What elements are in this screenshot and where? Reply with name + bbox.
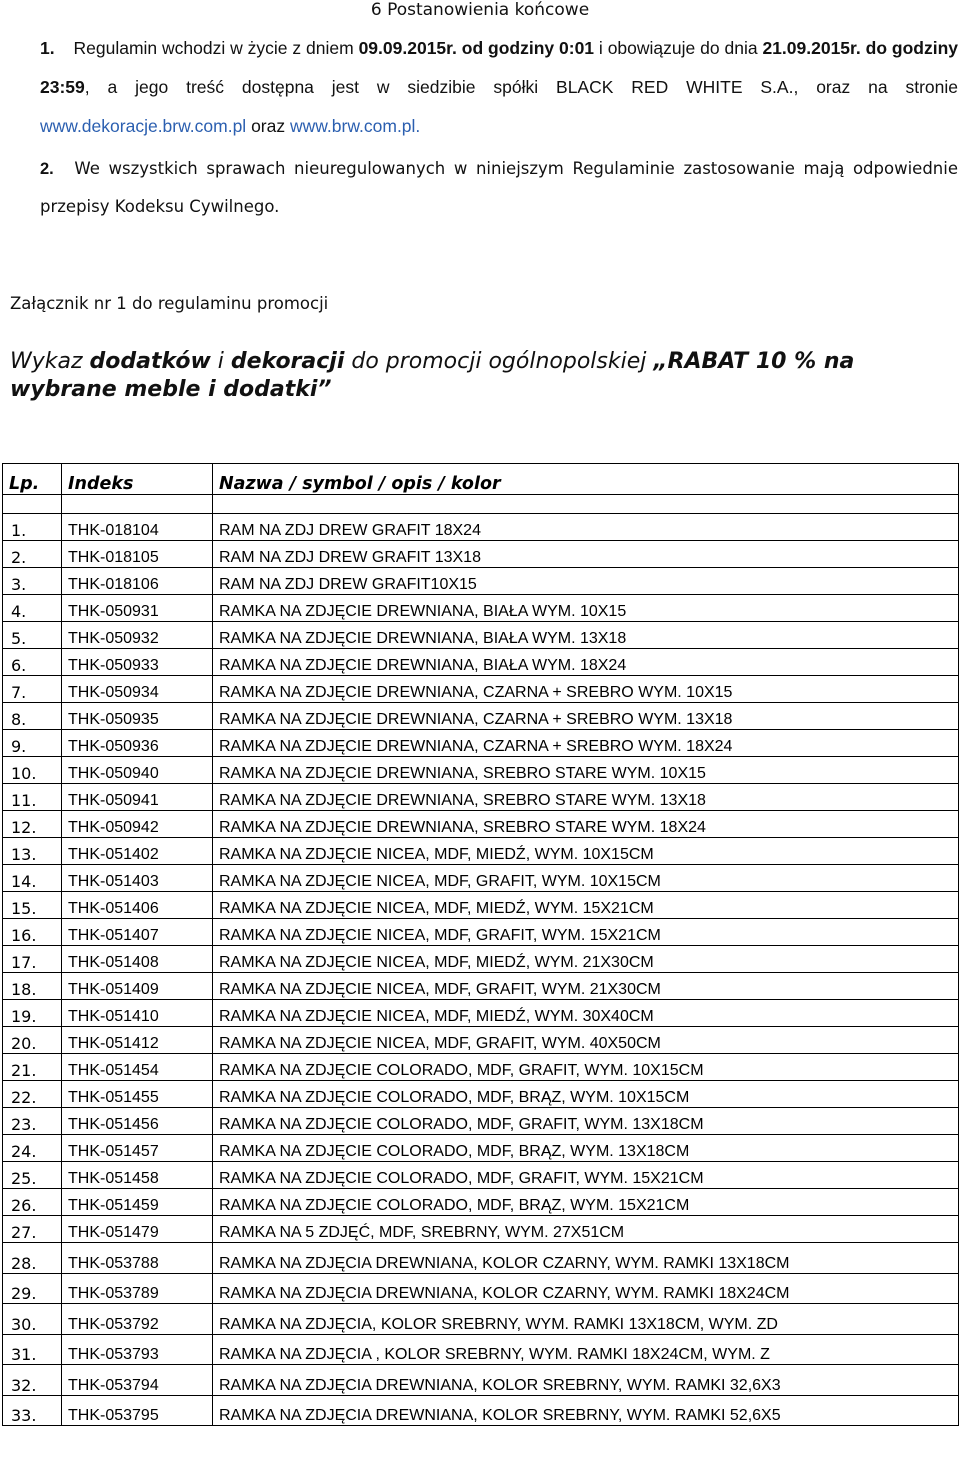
row-number: 12. — [3, 811, 62, 838]
row-number: 4. — [3, 595, 62, 622]
row-number: 2. — [3, 541, 62, 568]
row-index: THK-053789 — [62, 1273, 213, 1304]
section-title: 6 Postanowienia końcowe — [370, 0, 590, 20]
table-row — [3, 1162, 959, 1189]
table-row — [3, 973, 959, 1000]
table-row — [3, 1334, 959, 1365]
header-lp: Lp. — [3, 464, 62, 495]
row-index: THK-051403 — [62, 865, 213, 892]
row-name: RAMKA NA ZDJĘCIE DREWNIANA, BIAŁA WYM. 10X15 — [213, 595, 959, 622]
row-index: THK-051456 — [62, 1108, 213, 1135]
spacer-cell — [62, 495, 213, 514]
table-row — [3, 595, 959, 622]
list-heading — [10, 348, 950, 404]
row-name: RAMKA NA ZDJĘCIE COLORADO, MDF, GRAFIT, WYM. 10X15CM — [213, 1054, 959, 1081]
row-index: THK-051406 — [62, 892, 213, 919]
header-indeks: Indeks — [62, 464, 213, 495]
heading-text-1: Wykaz — [10, 349, 90, 374]
row-index: THK-018105 — [62, 541, 213, 568]
paragraph-1-text-3: , a jego treść dostępna jest w siedzibie spółki BLACK RED WHITE S.A., oraz na stronie — [84, 77, 958, 97]
table-row — [3, 919, 959, 946]
table-row — [3, 892, 959, 919]
table-row — [3, 514, 959, 541]
paragraph-1 — [40, 29, 958, 146]
table-row — [3, 541, 959, 568]
row-index: THK-051408 — [62, 946, 213, 973]
row-name: RAMKA NA ZDJĘCIE DREWNIANA, CZARNA + SREBRO WYM. 10X15 — [213, 676, 959, 703]
row-name: RAMKA NA ZDJĘCIE COLORADO, MDF, GRAFIT, WYM. 13X18CM — [213, 1108, 959, 1135]
end-time: do godziny 23:59 — [40, 38, 959, 97]
row-index: THK-050935 — [62, 703, 213, 730]
row-index: THK-051410 — [62, 1000, 213, 1027]
table-row — [3, 1054, 959, 1081]
table-row — [3, 865, 959, 892]
table-row — [3, 622, 959, 649]
row-index: THK-050941 — [62, 784, 213, 811]
row-name: RAMKA NA ZDJĘCIE DREWNIANA, CZARNA + SREBRO WYM. 13X18 — [213, 703, 959, 730]
table-row — [3, 1135, 959, 1162]
row-index: THK-050931 — [62, 595, 213, 622]
row-name: RAMKA NA ZDJĘCIA DREWNIANA, KOLOR SREBRNY, WYM. RAMKI 52,6X5 — [213, 1395, 959, 1426]
heading-bold-2: dekoracji — [230, 349, 345, 374]
table-row — [3, 946, 959, 973]
table-row — [3, 703, 959, 730]
row-name: RAMKA NA ZDJĘCIE NICEA, MDF, MIEDŹ, WYM. 21X30CM — [213, 946, 959, 973]
spacer-cell — [213, 495, 959, 514]
row-name: RAMKA NA ZDJĘCIE COLORADO, MDF, BRĄZ, WYM. 10X15CM — [213, 1081, 959, 1108]
row-index: THK-051409 — [62, 973, 213, 1000]
table-row — [3, 1273, 959, 1304]
row-number: 30. — [3, 1304, 62, 1335]
row-name: RAMKA NA ZDJĘCIA , KOLOR SREBRNY, WYM. RAMKI 18X24CM, WYM. Z — [213, 1334, 959, 1365]
row-number: 22. — [3, 1081, 62, 1108]
table-header-row — [3, 464, 959, 495]
row-name: RAMKA NA ZDJĘCIA DREWNIANA, KOLOR CZARNY, WYM. RAMKI 18X24CM — [213, 1273, 959, 1304]
row-number: 24. — [3, 1135, 62, 1162]
row-number: 25. — [3, 1162, 62, 1189]
row-number: 8. — [3, 703, 62, 730]
table-row — [3, 757, 959, 784]
header-nazwa: Nazwa / symbol / opis / kolor — [213, 464, 959, 495]
row-number: 7. — [3, 676, 62, 703]
table-row — [3, 1027, 959, 1054]
start-time: od godziny 0:01 — [461, 38, 595, 58]
table-row — [3, 838, 959, 865]
table-row — [3, 1243, 959, 1274]
row-index: THK-050942 — [62, 811, 213, 838]
row-index: THK-050936 — [62, 730, 213, 757]
annex-label: Załącznik nr 1 do regulaminu promocji — [10, 294, 329, 313]
row-name: RAMKA NA ZDJĘCIE COLORADO, MDF, BRĄZ, WYM. 15X21CM — [213, 1189, 959, 1216]
row-name: RAMKA NA ZDJĘCIE NICEA, MDF, MIEDŹ, WYM. 30X40CM — [213, 1000, 959, 1027]
row-number: 1. — [3, 514, 62, 541]
table-row — [3, 1189, 959, 1216]
row-number: 31. — [3, 1334, 62, 1365]
row-index: THK-050940 — [62, 757, 213, 784]
row-index: THK-051459 — [62, 1189, 213, 1216]
row-number: 27. — [3, 1216, 62, 1243]
end-date: 21.09.2015r. — [762, 38, 861, 58]
row-index: THK-051402 — [62, 838, 213, 865]
row-number: 6. — [3, 649, 62, 676]
row-name: RAMKA NA ZDJĘCIE NICEA, MDF, GRAFIT, WYM. 15X21CM — [213, 919, 959, 946]
row-index: THK-050934 — [62, 676, 213, 703]
row-name: RAMKA NA ZDJĘCIE DREWNIANA, CZARNA + SREBRO WYM. 18X24 — [213, 730, 959, 757]
heading-text-3: do promocji ogólnopolskiej — [344, 349, 654, 374]
row-name: RAMKA NA ZDJĘCIE COLORADO, MDF, BRĄZ, WYM. 13X18CM — [213, 1135, 959, 1162]
paragraph-1-text-2: i obowiązuje do dnia — [594, 38, 763, 58]
table-spacer-row — [3, 495, 959, 514]
row-name: RAMKA NA ZDJĘCIE NICEA, MDF, GRAFIT, WYM. 21X30CM — [213, 973, 959, 1000]
row-name: RAMKA NA ZDJĘCIA DREWNIANA, KOLOR CZARNY, WYM. RAMKI 13X18CM — [213, 1243, 959, 1274]
table-row — [3, 676, 959, 703]
row-number: 19. — [3, 1000, 62, 1027]
table-row — [3, 1395, 959, 1426]
row-name: RAMKA NA ZDJĘCIE NICEA, MDF, MIEDŹ, WYM. 15X21CM — [213, 892, 959, 919]
row-name: RAMKA NA ZDJĘCIE DREWNIANA, SREBRO STARE WYM. 10X15 — [213, 757, 959, 784]
products-table — [2, 463, 959, 1426]
heading-bold-1: dodatków — [89, 349, 211, 374]
paragraph-2-number: 2. — [40, 160, 54, 178]
row-name: RAMKA NA 5 ZDJĘĆ, MDF, SREBRNY, WYM. 27X51CM — [213, 1216, 959, 1243]
row-index: THK-051412 — [62, 1027, 213, 1054]
table-row — [3, 649, 959, 676]
table-row — [3, 1365, 959, 1396]
row-index: THK-053795 — [62, 1395, 213, 1426]
row-number: 10. — [3, 757, 62, 784]
heading-bold-3: „RABAT 10 % na wybrane meble i dodatki” — [10, 349, 855, 402]
row-name: RAM NA ZDJ DREW GRAFIT 13X18 — [213, 541, 959, 568]
row-number: 29. — [3, 1273, 62, 1304]
row-number: 9. — [3, 730, 62, 757]
row-index: THK-053792 — [62, 1304, 213, 1335]
paragraph-1-number: 1. — [40, 38, 55, 58]
row-name: RAMKA NA ZDJĘCIE DREWNIANA, SREBRO STARE WYM. 13X18 — [213, 784, 959, 811]
row-name: RAMKA NA ZDJĘCIE NICEA, MDF, MIEDŹ, WYM. 10X15CM — [213, 838, 959, 865]
row-number: 14. — [3, 865, 62, 892]
row-name: RAMKA NA ZDJĘCIE NICEA, MDF, GRAFIT, WYM. 40X50CM — [213, 1027, 959, 1054]
row-index: THK-053794 — [62, 1365, 213, 1396]
row-number: 16. — [3, 919, 62, 946]
row-number: 11. — [3, 784, 62, 811]
row-name: RAMKA NA ZDJĘCIE DREWNIANA, BIAŁA WYM. 18X24 — [213, 649, 959, 676]
start-date: 09.09.2015r. — [358, 38, 457, 58]
row-number: 23. — [3, 1108, 62, 1135]
row-index: THK-053793 — [62, 1334, 213, 1365]
row-name: RAMKA NA ZDJĘCIE COLORADO, MDF, GRAFIT, WYM. 15X21CM — [213, 1162, 959, 1189]
row-name: RAMKA NA ZDJĘCIE DREWNIANA, SREBRO STARE WYM. 18X24 — [213, 811, 959, 838]
row-number: 26. — [3, 1189, 62, 1216]
paragraph-2-text: We wszystkich sprawach nieuregulowanych w niniejszym Regulaminie zastosowanie mają odpowiednie przepisy Kodeksu Cywilnego. — [40, 159, 958, 216]
row-name: RAMKA NA ZDJĘCIE NICEA, MDF, GRAFIT, WYM. 10X15CM — [213, 865, 959, 892]
row-index: THK-051454 — [62, 1054, 213, 1081]
row-index: THK-051457 — [62, 1135, 213, 1162]
row-number: 21. — [3, 1054, 62, 1081]
row-index: THK-051455 — [62, 1081, 213, 1108]
row-number: 18. — [3, 973, 62, 1000]
row-number: 33. — [3, 1395, 62, 1426]
paragraph-1-text: Regulamin wchodzi w życie z dniem — [73, 38, 359, 58]
row-number: 5. — [3, 622, 62, 649]
row-name: RAM NA ZDJ DREW GRAFIT10X15 — [213, 568, 959, 595]
row-index: THK-018104 — [62, 514, 213, 541]
row-number: 13. — [3, 838, 62, 865]
paragraph-1-text-4: oraz — [246, 116, 290, 136]
table-row — [3, 784, 959, 811]
row-index: THK-051479 — [62, 1216, 213, 1243]
row-index: THK-051458 — [62, 1162, 213, 1189]
link-dekoracje[interactable]: www.dekoracje.brw.com.pl — [40, 116, 247, 136]
paragraph-2 — [40, 150, 958, 226]
table-row — [3, 1304, 959, 1335]
row-index: THK-050933 — [62, 649, 213, 676]
row-number: 28. — [3, 1243, 62, 1274]
table-row — [3, 1081, 959, 1108]
table-row — [3, 811, 959, 838]
row-name: RAMKA NA ZDJĘCIE DREWNIANA, BIAŁA WYM. 13X18 — [213, 622, 959, 649]
row-number: 20. — [3, 1027, 62, 1054]
table-row — [3, 568, 959, 595]
row-index: THK-053788 — [62, 1243, 213, 1274]
row-number: 15. — [3, 892, 62, 919]
row-name: RAM NA ZDJ DREW GRAFIT 18X24 — [213, 514, 959, 541]
link-brw[interactable]: www.brw.com.pl. — [289, 116, 421, 136]
row-index: THK-018106 — [62, 568, 213, 595]
row-number: 17. — [3, 946, 62, 973]
row-number: 3. — [3, 568, 62, 595]
table-row — [3, 1216, 959, 1243]
row-name: RAMKA NA ZDJĘCIA DREWNIANA, KOLOR SREBRNY, WYM. RAMKI 32,6X3 — [213, 1365, 959, 1396]
row-number: 32. — [3, 1365, 62, 1396]
table-row — [3, 1108, 959, 1135]
table-row — [3, 730, 959, 757]
heading-text-2: i — [210, 349, 231, 374]
table-row — [3, 1000, 959, 1027]
row-name: RAMKA NA ZDJĘCIA, KOLOR SREBRNY, WYM. RAMKI 13X18CM, WYM. ZD — [213, 1304, 959, 1335]
row-index: THK-050932 — [62, 622, 213, 649]
spacer-cell — [3, 495, 62, 514]
row-index: THK-051407 — [62, 919, 213, 946]
